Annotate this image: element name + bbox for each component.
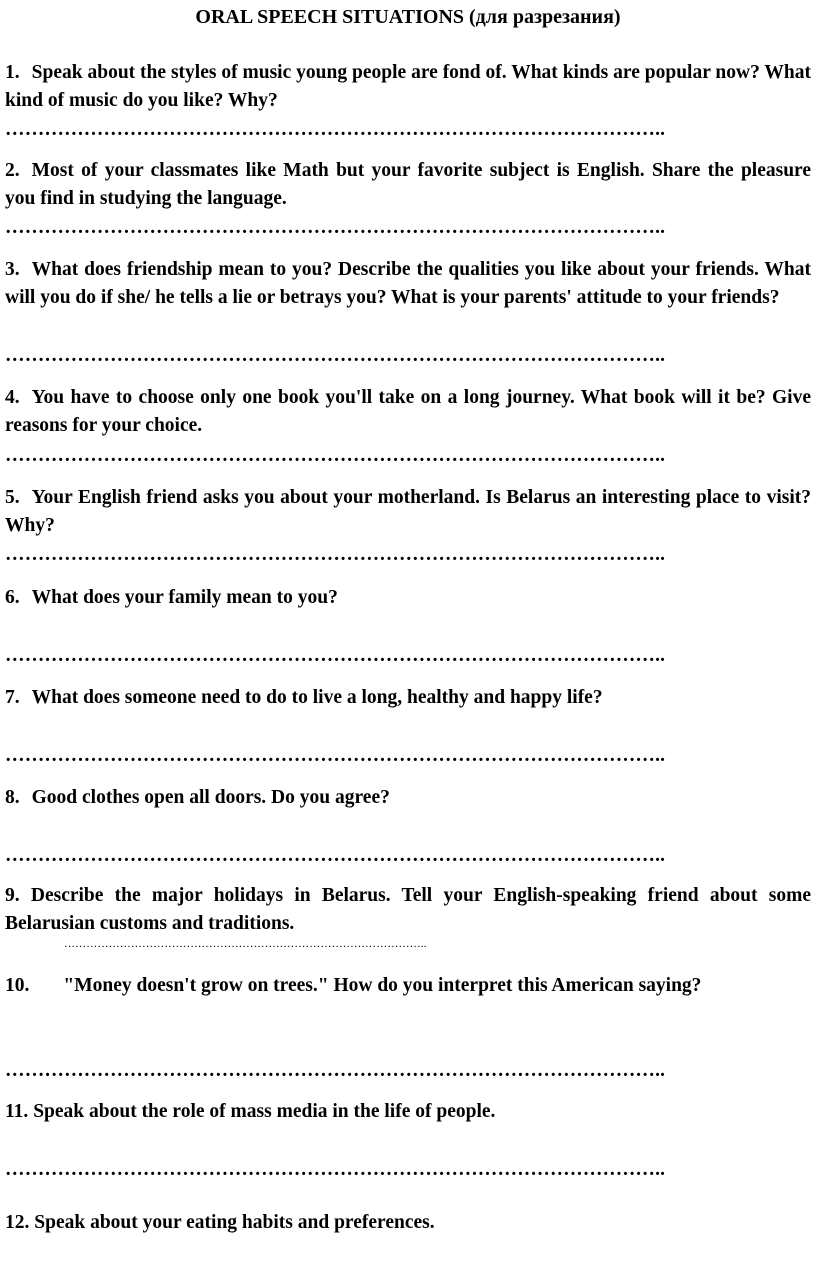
answer-line-7: ……………………………………………………………………………………….. — [5, 745, 666, 766]
question-number: 11. — [5, 1101, 29, 1122]
question-12 — [5, 1209, 811, 1237]
question-text: What does your family mean to you? — [31, 587, 338, 608]
question-number: 12. — [5, 1212, 30, 1233]
question-number: 8. — [5, 787, 20, 808]
answer-line-3: ……………………………………………………………………………………….. — [5, 345, 666, 366]
question-5 — [5, 484, 811, 540]
question-text: What does friendship mean to you? Describe the qualities you like about your friends. What will you do if she/ he tells a lie or betrays you? What is your parents' attitude to your friends? — [5, 259, 811, 308]
answer-line-11: ……………………………………………………………………………………….. — [5, 1159, 666, 1180]
question-4 — [5, 384, 811, 440]
answer-line-4: ……………………………………………………………………………………….. — [5, 445, 666, 466]
answer-line-2: ……………………………………………………………………………………….. — [5, 217, 666, 238]
question-10 — [5, 972, 811, 1000]
answer-line-1: ……………………………………………………………………………………….. — [5, 119, 666, 140]
question-number: 3. — [5, 259, 20, 280]
question-text: Describe the major holidays in Belarus. Tell your English-speaking friend about some Belarusian customs and traditions. — [5, 885, 811, 934]
answer-line-10: ……………………………………………………………………………………….. — [5, 1060, 666, 1081]
question-text: Speak about the styles of music young people are fond of. What kinds are popular now? What kind of music do you like? Why? — [5, 62, 811, 111]
question-9 — [5, 882, 811, 938]
question-number: 10. — [5, 975, 30, 996]
question-text: Most of your classmates like Math but your favorite subject is English. Share the pleasure you find in studying the language. — [5, 160, 811, 209]
question-text: Speak about the role of mass media in the life of people. — [33, 1101, 496, 1122]
answer-line-8: ……………………………………………………………………………………….. — [5, 845, 666, 866]
answer-line-9: …………………………………………………………………………………….. — [64, 938, 427, 950]
question-number: 4. — [5, 387, 20, 408]
question-3 — [5, 256, 811, 312]
question-number: 6. — [5, 587, 20, 608]
answer-line-6: ……………………………………………………………………………………….. — [5, 645, 666, 666]
question-text: Speak about your eating habits and preferences. — [34, 1212, 435, 1233]
question-number: 5. — [5, 487, 20, 508]
question-number: 9. — [5, 885, 20, 906]
question-11 — [5, 1098, 811, 1126]
answer-line-5: ……………………………………………………………………………………….. — [5, 544, 666, 565]
question-2 — [5, 157, 811, 213]
question-1 — [5, 59, 811, 115]
question-text: You have to choose only one book you'll take on a long journey. What book will it be? Give reasons for your choice. — [5, 387, 811, 436]
question-number: 7. — [5, 687, 20, 708]
page-title: ORAL SPEECH SITUATIONS (для разрезания) — [195, 6, 621, 28]
question-number: 1. — [5, 62, 20, 83]
question-6 — [5, 584, 811, 612]
question-8 — [5, 784, 811, 812]
question-text: "Money doesn't grow on trees." How do you interpret this American saying? — [63, 975, 702, 996]
question-number: 2. — [5, 160, 20, 181]
question-7 — [5, 684, 811, 712]
question-text: Your English friend asks you about your motherland. Is Belarus an interesting place to visit? Why? — [5, 487, 811, 536]
question-text: Good clothes open all doors. Do you agree? — [31, 787, 390, 808]
question-text: What does someone need to do to live a long, healthy and happy life? — [31, 687, 603, 708]
